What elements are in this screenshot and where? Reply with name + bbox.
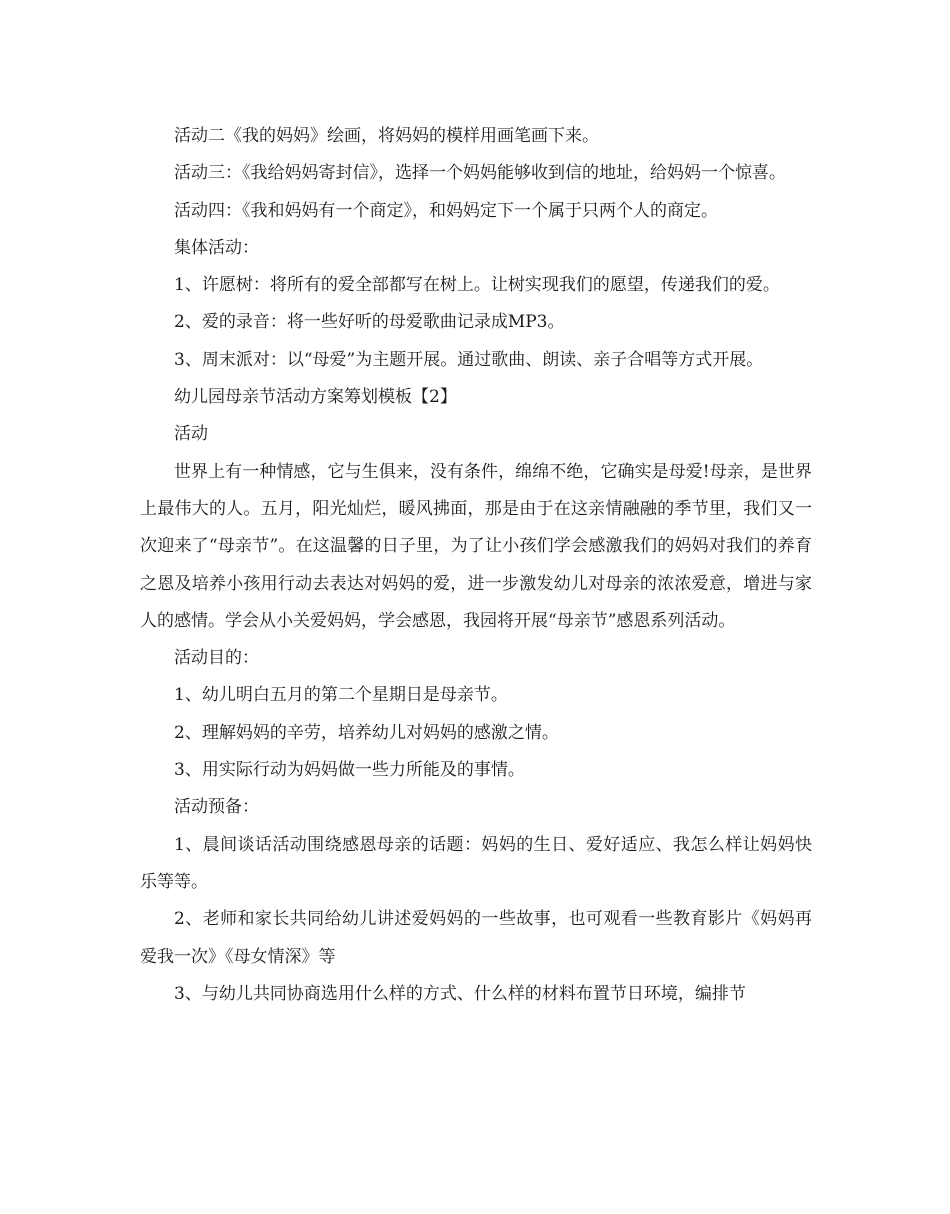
paragraph: 1、晨间谈话活动围绕感恩母亲的话题：妈妈的生日、爱好适应、我怎么样让妈妈快乐等等。 <box>140 834 812 892</box>
document-title: 幼儿园母亲节活动方案筹划模板【2】 <box>174 387 457 408</box>
paragraph: 世界上有一种情感，它与生俱来，没有条件，绵绵不绝，它确实是母爱!母亲，是世界上最伟大的人。五月，阳光灿烂，暖风拂面，那是由于在这亲情融融的季节里，我们又一次迎来了“母亲节”。在这温馨的日子里，为了让小孩们学会感激我们的妈妈对我们的养育之恩及培养小孩用行动去表达对妈妈的爱，进一步激发幼儿对母亲的浓浓爱意，增进与家人的感情。学会从小关爱妈妈，学会感恩，我园将开展“母亲节”感恩系列活动。 <box>140 461 812 631</box>
section-heading: 活动目的： <box>174 648 259 669</box>
paragraph: 1、许愿树：将所有的爱全部都写在树上。让树实现我们的愿望，传递我们的爱。 <box>174 275 780 296</box>
section-heading: 集体活动： <box>174 237 259 258</box>
paragraph: 3、与幼儿共同协商选用什么样的方式、什么样的材料布置节日环境，编排节 <box>174 983 746 1004</box>
paragraph: 3、周末派对：以“母爱”为主题开展。通过歌曲、朗读、亲子合唱等方式开展。 <box>174 349 764 370</box>
paragraph: 3、用实际行动为妈妈做一些力所能及的事情。 <box>174 760 525 781</box>
paragraph: 活动二《我的妈妈》绘画，将妈妈的模样用画笔画下来。 <box>174 126 599 146</box>
document-body <box>140 118 812 1013</box>
paragraph: 2、老师和家长共同给幼儿讲述爱妈妈的一些故事，也可观看一些教育影片《妈妈再爱我一次》《母女情深》等 <box>140 909 812 967</box>
paragraph: 2、爱的录音：将一些好听的母爱歌曲记录成MP3。 <box>174 312 565 333</box>
section-heading: 活动 <box>174 424 208 445</box>
paragraph: 活动四：《我和妈妈有一个商定》，和妈妈定下一个属于只两个人的商定。 <box>174 200 718 221</box>
section-heading: 活动预备： <box>174 797 259 818</box>
paragraph: 1、幼儿明白五月的第二个星期日是母亲节。 <box>174 685 508 706</box>
paragraph: 活动三：《我给妈妈寄封信》，选择一个妈妈能够收到信的地址，给妈妈一个惊喜。 <box>174 163 786 184</box>
paragraph: 2、理解妈妈的辛劳，培养幼儿对妈妈的感激之情。 <box>174 722 559 743</box>
